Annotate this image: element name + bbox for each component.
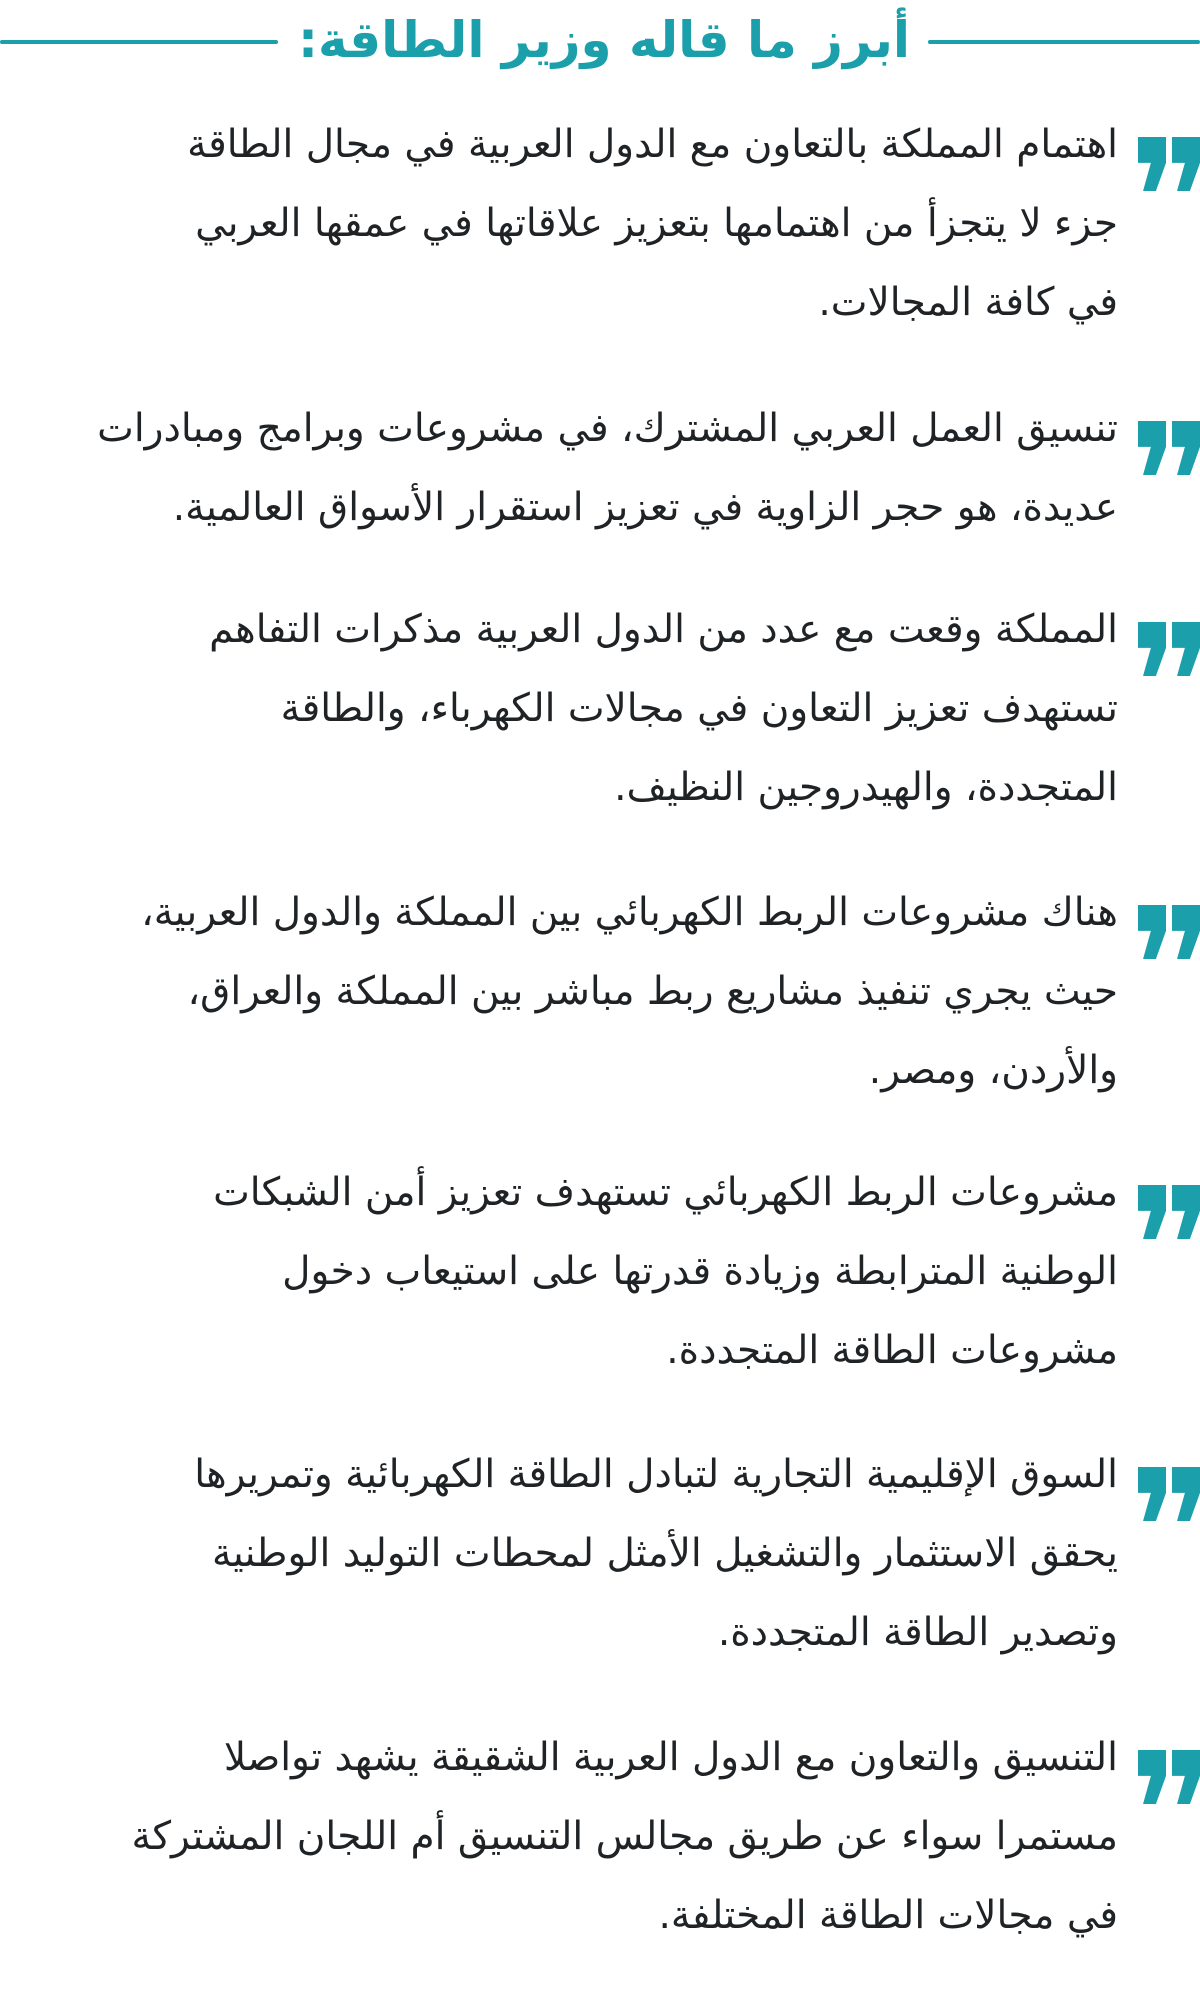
closing-quote-icon (1138, 137, 1200, 191)
quote-line: والأردن، ومصر. (868, 1048, 1118, 1093)
header-rule-right (928, 40, 1200, 44)
quote-line: تستهدف تعزيز التعاون في مجالات الكهرباء، والطاقة (280, 686, 1118, 731)
quote-line: تنسيق العمل العربي المشترك، في مشروعات وبرامج ومبادرات (97, 406, 1118, 451)
closing-quote-icon (1138, 1185, 1200, 1239)
quote-text (8, 1153, 1118, 1390)
quote-list (0, 105, 1200, 2008)
header-rule-left (0, 40, 278, 44)
quote-text (8, 105, 1118, 342)
quote-line: السوق الإقليمية التجارية لتبادل الطاقة الكهربائية وتمريرها (194, 1452, 1118, 1497)
quote-line: عديدة، هو حجر الزاوية في تعزيز استقرار الأسواق العالمية. (172, 485, 1118, 530)
quote-line: وتصدير الطاقة المتجددة. (717, 1610, 1118, 1655)
quote-line: يحقق الاستثمار والتشغيل الأمثل لمحطات التوليد الوطنية (211, 1531, 1118, 1576)
quote-line: المملكة وقعت مع عدد من الدول العربية مذكرات التفاهم (209, 607, 1118, 652)
page-title: أبرز ما قاله وزير الطاقة: (298, 11, 910, 69)
quote-line: حيث يجري تنفيذ مشاريع ربط مباشر بين المملكة والعراق، (187, 969, 1118, 1014)
quote-text (8, 590, 1118, 827)
quote-line: اهتمام المملكة بالتعاون مع الدول العربية في مجال الطاقة (187, 122, 1118, 167)
closing-quote-icon (1138, 1750, 1200, 1804)
quote-text (8, 873, 1118, 1110)
quote-item (0, 1435, 1200, 1718)
quote-line: مشروعات الطاقة المتجددة. (666, 1328, 1118, 1373)
quote-line: هناك مشروعات الربط الكهربائي بين المملكة والدول العربية، (141, 890, 1118, 935)
quote-text (8, 1435, 1118, 1672)
closing-quote-icon (1138, 421, 1200, 475)
quote-line: المتجددة، والهيدروجين النظيف. (614, 765, 1118, 810)
quote-line: جزء لا يتجزأ من اهتمامها بتعزيز علاقاتها في عمقها العربي (195, 201, 1118, 246)
quote-item (0, 389, 1200, 590)
quote-item (0, 105, 1200, 389)
quote-line: في كافة المجالات. (818, 280, 1118, 325)
quote-line: التنسيق والتعاون مع الدول العربية الشقيقة يشهد تواصلا (223, 1735, 1118, 1780)
header (0, 0, 1200, 86)
quote-line: مشروعات الربط الكهربائي تستهدف تعزيز أمن الشبكات (213, 1170, 1118, 1215)
quote-text (8, 1718, 1118, 1955)
quote-line: الوطنية المترابطة وزيادة قدرتها على استيعاب دخول (282, 1249, 1118, 1294)
closing-quote-icon (1138, 905, 1200, 959)
quote-line: مستمرا سواء عن طريق مجالس التنسيق أم اللجان المشتركة (131, 1814, 1118, 1859)
quote-item (0, 590, 1200, 873)
quote-text (8, 389, 1118, 547)
closing-quote-icon (1138, 622, 1200, 676)
quote-item (0, 1718, 1200, 2008)
closing-quote-icon (1138, 1467, 1200, 1521)
quote-item (0, 873, 1200, 1153)
quote-line: في مجالات الطاقة المختلفة. (658, 1893, 1118, 1938)
quote-item (0, 1153, 1200, 1435)
